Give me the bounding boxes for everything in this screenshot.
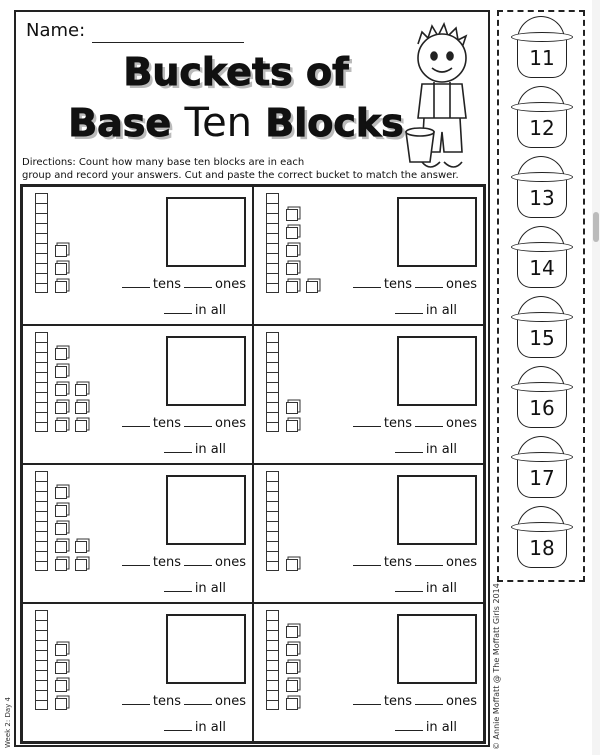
in-all-label: in all bbox=[194, 720, 226, 735]
unit-cube bbox=[55, 505, 67, 517]
unit-cube bbox=[286, 281, 298, 293]
in-all-blank[interactable] bbox=[395, 730, 423, 731]
title-blocks: Blocks bbox=[252, 101, 404, 145]
in-all-blank[interactable] bbox=[395, 591, 423, 592]
unit-cube bbox=[286, 559, 298, 571]
ones-blank[interactable] bbox=[184, 565, 212, 566]
title-ten: Ten bbox=[184, 100, 253, 146]
unit-cube bbox=[55, 487, 67, 499]
unit-cube bbox=[75, 559, 87, 571]
ones-blank[interactable] bbox=[415, 426, 443, 427]
tens-label: tens bbox=[152, 277, 182, 292]
unit-cube bbox=[55, 541, 67, 553]
in-all-label: in all bbox=[194, 303, 226, 318]
ten-rod bbox=[266, 610, 279, 710]
unit-cube bbox=[286, 644, 298, 656]
ten-rod bbox=[35, 471, 48, 571]
unit-cube bbox=[286, 662, 298, 674]
ones-blank[interactable] bbox=[415, 704, 443, 705]
in-all-label: in all bbox=[425, 581, 457, 596]
bucket-cutout[interactable] bbox=[511, 506, 573, 570]
ten-rod bbox=[35, 610, 48, 710]
bucket-cutout[interactable] bbox=[511, 366, 573, 430]
tens-blank[interactable] bbox=[353, 704, 381, 705]
unit-cube bbox=[55, 384, 67, 396]
ones-label: ones bbox=[215, 416, 246, 431]
unit-cube bbox=[286, 420, 298, 432]
problem-cell bbox=[253, 464, 484, 603]
ones-label: ones bbox=[215, 555, 246, 570]
bucket-cutout[interactable] bbox=[511, 86, 573, 150]
ones-label: ones bbox=[446, 277, 477, 292]
ones-blank[interactable] bbox=[184, 426, 212, 427]
tens-ones-line bbox=[350, 277, 477, 292]
bucket-rim bbox=[511, 172, 573, 182]
bucket-number: 14 bbox=[529, 256, 555, 280]
in-all-label: in all bbox=[425, 303, 457, 318]
bucket-rim bbox=[511, 102, 573, 112]
title-base: Base bbox=[68, 101, 185, 145]
ones-blank[interactable] bbox=[415, 565, 443, 566]
directions-line-2: group and record your answers. Cut and paste the correct bucket to match the answer. bbox=[22, 170, 459, 181]
bucket-number: 15 bbox=[529, 326, 555, 350]
unit-cube bbox=[286, 402, 298, 414]
name-label: Name: bbox=[26, 20, 86, 41]
unit-cube bbox=[55, 698, 67, 710]
tens-ones-line bbox=[350, 555, 477, 570]
in-all-blank[interactable] bbox=[395, 452, 423, 453]
in-all-label: in all bbox=[425, 720, 457, 735]
tens-ones-line bbox=[350, 694, 477, 709]
in-all-line bbox=[161, 581, 226, 596]
unit-cube bbox=[75, 541, 87, 553]
unit-cube bbox=[55, 366, 67, 378]
tens-ones-line bbox=[119, 694, 246, 709]
tens-ones-line bbox=[350, 416, 477, 431]
ten-rod bbox=[266, 471, 279, 571]
bucket-cutout[interactable] bbox=[511, 296, 573, 360]
unit-cube bbox=[55, 402, 67, 414]
unit-cube bbox=[55, 559, 67, 571]
unit-cube bbox=[55, 245, 67, 257]
ten-rod bbox=[266, 332, 279, 432]
unit-cube bbox=[286, 227, 298, 239]
in-all-line bbox=[161, 442, 226, 457]
tens-label: tens bbox=[152, 555, 182, 570]
directions-text bbox=[22, 156, 486, 182]
unit-cube bbox=[55, 523, 67, 535]
tens-label: tens bbox=[152, 694, 182, 709]
bucket-paste-box[interactable] bbox=[166, 614, 246, 684]
tens-blank[interactable] bbox=[353, 565, 381, 566]
bucket-number: 13 bbox=[529, 186, 555, 210]
bucket-cutout-strip bbox=[497, 10, 585, 582]
unit-cube bbox=[55, 263, 67, 275]
scrollbar[interactable] bbox=[592, 0, 600, 755]
bucket-number: 11 bbox=[529, 46, 555, 70]
in-all-label: in all bbox=[194, 442, 226, 457]
bucket-cutout[interactable] bbox=[511, 436, 573, 500]
bucket-rim bbox=[511, 382, 573, 392]
unit-cube bbox=[55, 420, 67, 432]
in-all-blank[interactable] bbox=[164, 730, 192, 731]
tens-blank[interactable] bbox=[122, 704, 150, 705]
problem-cell bbox=[22, 603, 253, 742]
in-all-blank[interactable] bbox=[395, 313, 423, 314]
tens-ones-line bbox=[119, 277, 246, 292]
problem-cell bbox=[22, 325, 253, 464]
tens-label: tens bbox=[383, 555, 413, 570]
scrollbar-thumb[interactable] bbox=[593, 212, 599, 242]
problem-cell bbox=[22, 186, 253, 325]
unit-cube bbox=[75, 384, 87, 396]
problem-cell bbox=[253, 603, 484, 742]
tens-label: tens bbox=[383, 416, 413, 431]
ones-label: ones bbox=[446, 416, 477, 431]
tens-label: tens bbox=[152, 416, 182, 431]
problem-cell bbox=[22, 464, 253, 603]
in-all-line bbox=[161, 720, 226, 735]
bucket-paste-box[interactable] bbox=[166, 336, 246, 406]
copyright-credit: © Annie Moffatt @ The Moffatt Girls 2014 bbox=[492, 583, 501, 750]
bucket-paste-box[interactable] bbox=[166, 475, 246, 545]
unit-cube bbox=[286, 626, 298, 638]
unit-cube bbox=[55, 644, 67, 656]
ten-rod bbox=[35, 193, 48, 293]
bucket-number: 12 bbox=[529, 116, 555, 140]
in-all-line bbox=[392, 442, 457, 457]
bucket-rim bbox=[511, 522, 573, 532]
in-all-line bbox=[161, 303, 226, 318]
name-line bbox=[92, 42, 244, 43]
tens-blank[interactable] bbox=[122, 565, 150, 566]
bucket-number: 17 bbox=[529, 466, 555, 490]
unit-cube bbox=[55, 680, 67, 692]
unit-cube bbox=[286, 698, 298, 710]
in-all-blank[interactable] bbox=[164, 591, 192, 592]
in-all-line bbox=[392, 303, 457, 318]
ones-label: ones bbox=[215, 694, 246, 709]
bucket-number: 18 bbox=[529, 536, 555, 560]
directions-line-1: Directions: Count how many base ten blocks are in each bbox=[22, 157, 305, 168]
in-all-line bbox=[392, 720, 457, 735]
bucket-cutout[interactable] bbox=[511, 16, 573, 80]
bucket-paste-box[interactable] bbox=[397, 197, 477, 267]
bucket-paste-box[interactable] bbox=[166, 197, 246, 267]
in-all-label: in all bbox=[194, 581, 226, 596]
ones-blank[interactable] bbox=[184, 287, 212, 288]
ones-label: ones bbox=[215, 277, 246, 292]
in-all-label: in all bbox=[425, 442, 457, 457]
ones-label: ones bbox=[446, 694, 477, 709]
bucket-paste-box[interactable] bbox=[397, 614, 477, 684]
bucket-cutout[interactable] bbox=[511, 156, 573, 220]
unit-cube bbox=[286, 245, 298, 257]
unit-cube bbox=[306, 281, 318, 293]
unit-cube bbox=[55, 348, 67, 360]
tens-label: tens bbox=[383, 694, 413, 709]
tens-ones-line bbox=[119, 555, 246, 570]
bucket-rim bbox=[511, 312, 573, 322]
ones-blank[interactable] bbox=[184, 704, 212, 705]
tens-ones-line bbox=[119, 416, 246, 431]
unit-cube bbox=[55, 281, 67, 293]
in-all-line bbox=[392, 581, 457, 596]
bucket-cutout[interactable] bbox=[511, 226, 573, 290]
ten-rod bbox=[266, 193, 279, 293]
worksheet bbox=[14, 10, 490, 747]
bucket-rim bbox=[511, 242, 573, 252]
unit-cube bbox=[286, 680, 298, 692]
tens-blank[interactable] bbox=[122, 426, 150, 427]
bucket-paste-box[interactable] bbox=[397, 336, 477, 406]
title-line-2 bbox=[56, 100, 416, 146]
problem-cell bbox=[253, 186, 484, 325]
bucket-rim bbox=[511, 452, 573, 462]
ones-label: ones bbox=[446, 555, 477, 570]
ones-blank[interactable] bbox=[415, 287, 443, 288]
unit-cube bbox=[75, 420, 87, 432]
in-all-blank[interactable] bbox=[164, 313, 192, 314]
unit-cube bbox=[75, 402, 87, 414]
problem-cell bbox=[253, 325, 484, 464]
unit-cube bbox=[286, 209, 298, 221]
week-day-label: Week 2: Day 4 bbox=[4, 697, 12, 748]
tens-blank[interactable] bbox=[353, 287, 381, 288]
bucket-rim bbox=[511, 32, 573, 42]
problem-grid bbox=[20, 184, 486, 744]
tens-blank[interactable] bbox=[122, 287, 150, 288]
bucket-number: 16 bbox=[529, 396, 555, 420]
title-line-1: Buckets of bbox=[123, 50, 349, 94]
unit-cube bbox=[286, 263, 298, 275]
unit-cube bbox=[55, 662, 67, 674]
tens-label: tens bbox=[383, 277, 413, 292]
bucket-paste-box[interactable] bbox=[397, 475, 477, 545]
tens-blank[interactable] bbox=[353, 426, 381, 427]
in-all-blank[interactable] bbox=[164, 452, 192, 453]
ten-rod bbox=[35, 332, 48, 432]
